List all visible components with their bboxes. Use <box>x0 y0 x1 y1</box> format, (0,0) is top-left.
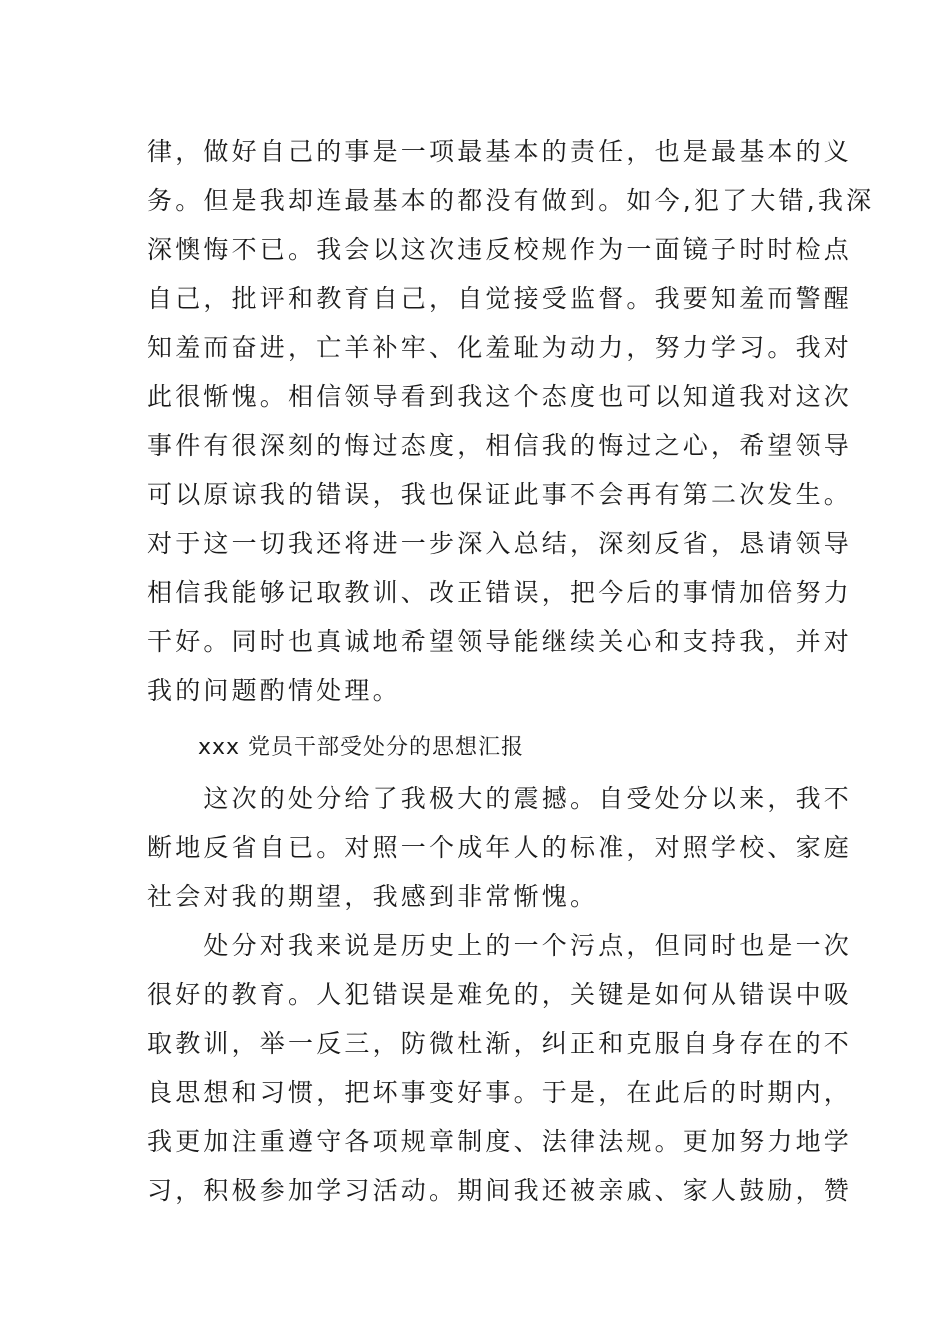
text-line: 自己，批评和教育自己，自觉接受监督。我要知羞而警醒 <box>147 284 853 313</box>
text-line: 律，做好自己的事是一项最基本的责任，也是最基本的义 <box>147 137 853 166</box>
text-line: 取教训，举一反三，防微杜渐，纠正和克服自身存在的不 <box>147 1029 853 1058</box>
text-line: 我的问题酌情处理。 <box>147 676 401 705</box>
text-line: 断地反省自已。对照一个成年人的标准，对照学校、家庭 <box>147 833 853 862</box>
text-line: 很好的教育。人犯错误是难免的，关键是如何从错误中吸 <box>147 980 853 1009</box>
text-line: 深懊悔不已。我会以这次违反校规作为一面镜子时时检点 <box>147 235 853 264</box>
text-line: 社会对我的期望，我感到非常惭愧。 <box>147 882 599 911</box>
text-line: 对于这一切我还将进一步深入总结，深刻反省，恳请领导 <box>147 529 853 558</box>
section-heading: xxx 党员干部受处分的思想汇报 <box>198 735 525 760</box>
text-line: 相信我能够记取教训、改正错误，把今后的事情加倍努力 <box>147 578 853 607</box>
text-line: 处分对我来说是历史上的一个污点，但同时也是一次 <box>147 931 853 960</box>
text-line: 这次的处分给了我极大的震撼。自受处分以来，我不 <box>147 784 853 813</box>
text-line: 干好。同时也真诚地希望领导能继续关心和支持我，并对 <box>147 627 853 656</box>
text-line: 务。但是我却连最基本的都没有做到。如今,犯了大错,我深 <box>147 186 875 215</box>
text-line: 良思想和习惯，把坏事变好事。于是，在此后的时期内， <box>147 1078 853 1107</box>
text-line: 我更加注重遵守各项规章制度、法律法规。更加努力地学 <box>147 1127 853 1156</box>
text-line: 此很惭愧。相信领导看到我这个态度也可以知道我对这次 <box>147 382 853 411</box>
text-line: 习，积极参加学习活动。期间我还被亲戚、家人鼓励，赞 <box>147 1176 853 1205</box>
text-line: 事件有很深刻的悔过态度，相信我的悔过之心，希望领导 <box>147 431 853 460</box>
text-line: 知羞而奋进，亡羊补牢、化羞耻为动力，努力学习。我对 <box>147 333 853 362</box>
text-line: 可以原谅我的错误，我也保证此事不会再有第二次发生。 <box>147 480 853 509</box>
